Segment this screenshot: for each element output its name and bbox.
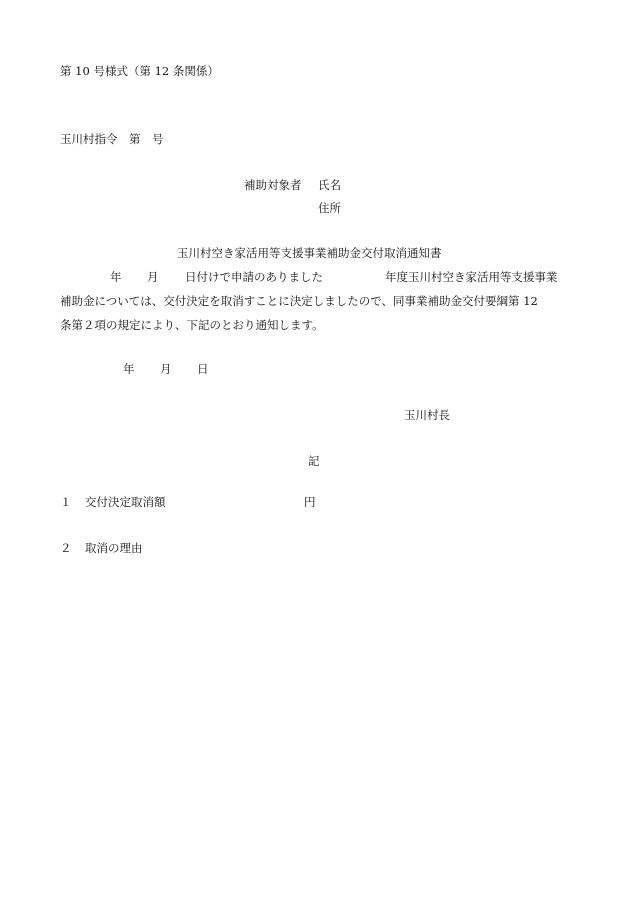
- form-label: 第 10 号様式（第 12 条関係）: [60, 64, 219, 78]
- recipient-address-label: 住所: [318, 201, 341, 215]
- item-1-label: 交付決定取消額: [85, 495, 166, 509]
- issuer: 玉川村長: [404, 408, 450, 422]
- body-line3: 条第２項の規定により、下記のとおり通知します。: [60, 318, 324, 332]
- body-line2: 補助金については、交付決定を取消すことに決定しましたので、同事業補助金交付要綱第 12: [60, 294, 538, 308]
- reference-number: 玉川村指令 第 号: [60, 132, 164, 146]
- item-1-number: １: [60, 495, 72, 509]
- document-title: 玉川村空き家活用等支援事業補助金交付取消通知書: [177, 246, 442, 260]
- recipient-label: 補助対象者: [244, 178, 302, 192]
- item-2-number: ２: [60, 541, 72, 555]
- body-line1-tail: 年度玉川村空き家活用等支援事業: [385, 270, 558, 284]
- recipient-name-label: 氏名: [318, 178, 341, 192]
- ki-heading: 記: [308, 454, 320, 468]
- body-month: 月: [147, 270, 159, 284]
- body-line1-text: 日付けで申請のありました: [185, 270, 323, 284]
- date-day: 日: [197, 362, 209, 376]
- item-2-label: 取消の理由: [85, 541, 143, 555]
- date-year: 年: [123, 362, 135, 376]
- body-year: 年: [110, 270, 122, 284]
- date-month: 月: [160, 362, 172, 376]
- item-1-unit: 円: [304, 495, 316, 509]
